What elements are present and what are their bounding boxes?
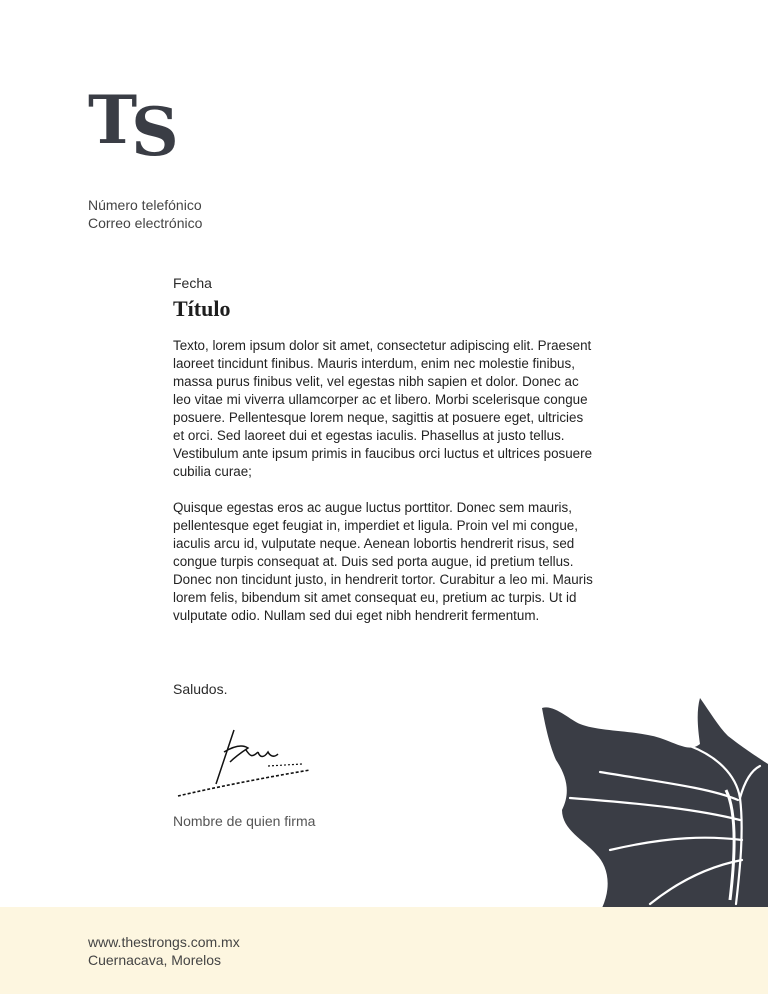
email-label: Correo electrónico xyxy=(88,215,203,231)
footer-band xyxy=(0,907,768,994)
website-link[interactable]: www.thestrongs.com.mx xyxy=(88,934,240,950)
body-paragraph-2: Quisque egestas eros ac augue luctus porttitor. Donec sem mauris, pellentesque eget feugiat in, imperdiet et ligula. Proin vel mi congue, iaculis arcu id, vulputate neque. Aenean lobortis hendrerit risus, sed congue turpis consequat at. Duis sed porta augue, id pretium tellus. Donec non tincidunt justo, in hendrerit tortor. Curabitur a leo mi. Mauris lorem felis, bibendum sit amet consequat eu, pretium ac turpis. Ut id vulputate odio. Nullam sed dui eget nibh hendrerit fermentum. xyxy=(173,500,593,623)
letter-title: Título xyxy=(173,296,231,321)
location-label: Cuernacava, Morelos xyxy=(88,952,222,968)
footer-contact xyxy=(88,933,240,969)
ts-monogram-logo xyxy=(88,80,173,171)
letter-body xyxy=(173,337,593,625)
logo-letter-s: S xyxy=(131,93,173,171)
date-label: Fecha xyxy=(173,275,212,291)
closing-salutation: Saludos. xyxy=(173,681,228,697)
contact-info xyxy=(88,196,202,232)
letter-content xyxy=(173,274,593,643)
logo-letter-t: T xyxy=(88,81,132,159)
signature-icon xyxy=(172,722,322,808)
signer-name: Nombre de quien firma xyxy=(173,813,316,829)
body-paragraph-1: Texto, lorem ipsum dolor sit amet, consectetur adipiscing elit. Praesent laoreet tincidunt finibus. Mauris interdum, enim nec molestie finibus, massa purus finibus velit, vel egestas nibh sapien et dolor. Donec ac leo vitae mi viverra ullamcorper ac et libero. Morbi scelerisque congue posuere. Pellentesque lorem neque, sagittis at posuere eget, ultricies et orci. Sed laoreet dui et egestas iaculis. Phasellus at justo tellus. Vestibulum ante ipsum primis in faucibus orci luctus et ultrices posuere cubilia curae; xyxy=(173,338,593,479)
bat-wing-icon xyxy=(540,690,768,908)
phone-label: Número telefónico xyxy=(88,197,202,213)
